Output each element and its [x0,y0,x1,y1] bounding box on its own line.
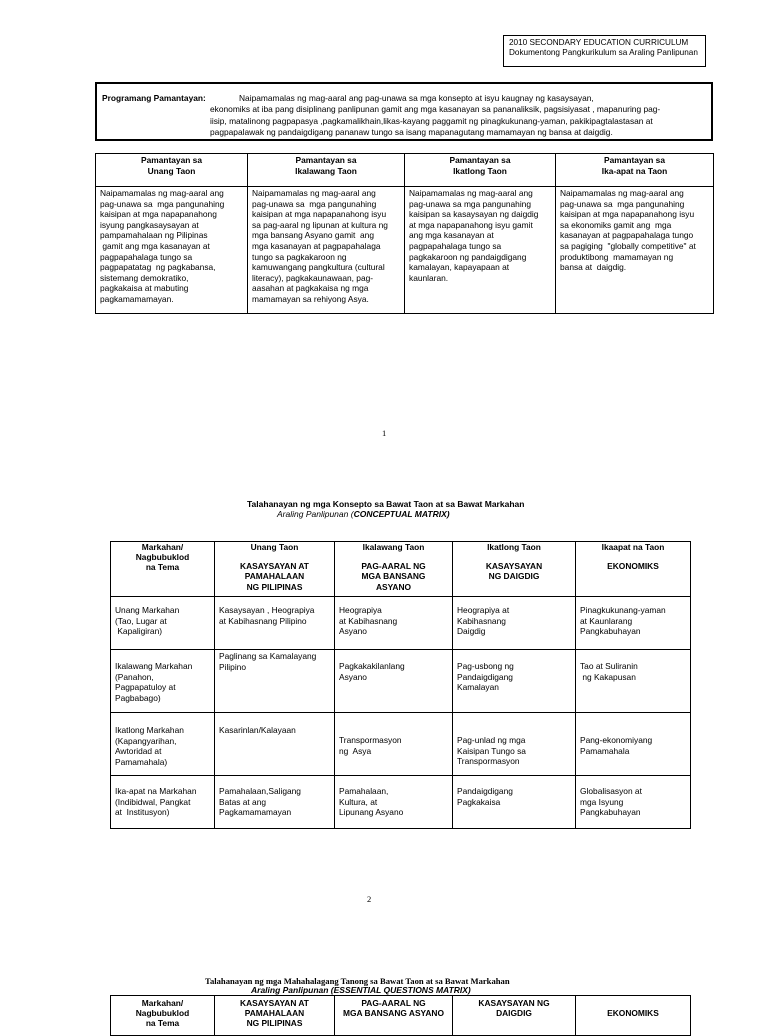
cell-line: tungo sa pagkakaroon ng [252,251,347,262]
cell-line: Pandaigdigang [457,671,513,682]
cell-line: Naipamamalas ng mag-aaral ang [409,188,533,198]
cell-line: Globalisasyon at [580,786,642,796]
conceptual-matrix-subtitle: Araling Panlipunan (CONCEPTUAL MATRIX) [277,509,450,519]
cell-line: pagpapahalaga tungo sa [409,240,502,251]
cell-line: (Panahon, [115,671,154,682]
cell-line: Pilipino [219,661,247,672]
matrix-cell [335,650,453,713]
matrix-cell [576,597,691,650]
matrix-cell [215,650,335,713]
matrix-cell [335,713,453,776]
cell-line: Transpormasyon [457,756,520,767]
cell-line: Asyano [339,626,367,637]
cell-line: Ikatlong Markahan [115,725,184,735]
cell-line: Pangkabuhayan [580,807,641,818]
matrix-cell [215,776,335,829]
standards-header: Pamantayan sa Unang Taon [96,154,248,187]
cell-line: kaisipan sa kasaysayan ng daigdig [409,209,539,220]
program-line-1: Naipamamalas ng mag-aaral ang pag-unawa sa mga konsepto at isyu kaugnay ng kasaysayan, [239,93,594,103]
standards-cell [96,187,248,314]
matrix-cell [111,776,215,829]
cell-line: Ikalawang Markahan [115,661,193,671]
cell-line: (Kapangyarihan, [115,735,177,746]
cell-line: pag-unawa sa mga pangunahing [560,198,685,209]
matrix-cell [215,713,335,776]
cell-line: at mga napapanahong isyu gamit [409,219,533,230]
cell-line: Lipunang Asyano [339,807,404,818]
cell-line: Pangkabuhayan [580,626,641,637]
cell-line: Heograpiya [339,605,382,615]
cell-line: Pagkakakilanlang [339,661,405,671]
questions-matrix-table [110,995,691,1036]
matrix-cell [453,776,576,829]
cell-line: sistemang demokratiko, [100,272,189,283]
matrix-cell [335,597,453,650]
cell-line: Ika-apat na Markahan [115,786,197,796]
cell-line: pagkakaisa at mabuting [100,283,189,294]
matrix-header-row [111,542,691,597]
cell-line: Tao at Suliranin [580,661,638,671]
questions-matrix-subtitle: Araling Panlipunan (ESSENTIAL QUESTIONS MATRIX) [251,985,471,995]
cell-line: mga Isyung [580,796,624,807]
questions-header: Markahan/ Nagbubuklod na Tema [111,996,215,1036]
matrix-header: Ikalawang Taon PAG-AARAL NG MGA BANSANG ASYANO [335,542,453,597]
standards-header: Pamantayan sa Ikalawang Taon [248,154,405,187]
matrix-header: Unang Taon KASAYSAYAN AT PAMAHALAAN NG PILIPINAS [215,542,335,597]
page-number-1: 1 [382,428,387,438]
cell-line: Kabihasnang [457,615,506,626]
cell-line: Pang-ekonomiyang [580,735,653,745]
cell-line: Naipamamalas ng mag-aaral ang [252,188,376,198]
program-line-4: pagpapalawak ng pandaigdigang pananaw tungo sa isang mapanagutang mamamayan ng bansa at daigdig. [210,127,613,138]
program-line-3: iisip, matalinong pagpapasya ,pagkamalikhain,likas-kayang paggamit ng pinagkukunang-yaman, pakikipagtalastasan at [210,115,653,126]
cell-line: Pamamahala) [115,756,168,767]
cell-line: Kapaligiran) [115,626,163,637]
cell-line: Pagpapatuloy at [115,682,176,693]
cell-line: Batas at ang [219,796,267,807]
matrix-cell [453,713,576,776]
cell-line: Unang Markahan [115,605,180,615]
cell-line: Asyano [339,671,367,682]
curriculum-header-box [503,35,706,67]
matrix-row [111,776,691,829]
cell-line: Pinagkukunang-yaman [580,605,666,615]
cell-line: at Kabihasnang [339,615,398,626]
cell-line: pagkakaroon ng pandaigdigang [409,251,527,262]
cell-line: Transpormasyon [339,735,402,745]
conceptual-matrix-table [110,541,691,829]
cell-line: Kasaysayan , Heograpiya [219,605,315,615]
cell-line: Pamamahala [580,745,630,756]
questions-header: PAG-AARAL NG MGA BANSANG ASYANO [335,996,453,1036]
cell-line: at Institusyon) [115,807,170,818]
cell-line: at Kaunlarang [580,615,633,626]
cell-line: pagpapahalaga tungo sa [100,251,193,262]
cell-line: ng Kakapusan [580,671,636,682]
cell-line: Pamahalaan,Saligang [219,786,301,796]
standards-header-row [96,154,714,187]
cell-line: Heograpiya at [457,605,510,615]
cell-line: kamuwangang pangkultura (cultural [252,262,385,273]
cell-line: Kamalayan [457,682,499,693]
questions-header-row [111,996,691,1036]
questions-header: EKONOMIKS [576,996,691,1036]
cell-line: mga bansang Asyano gamit ang [252,230,374,241]
cell-line: kamalayan, kapayapaan at [409,262,510,273]
curriculum-title: 2010 SECONDARY EDUCATION CURRICULUM [509,38,689,47]
cell-line: pag-unawa sa mga pangunahing [409,198,531,209]
questions-matrix-title: Talahanayan ng mga Mahahalagang Tanong sa Bawat Taon at sa Bawat Markahan [205,976,510,986]
matrix-row [111,650,691,713]
cell-line: aasahan at pagkakaisa ng mga [252,283,369,294]
matrix-cell [111,597,215,650]
cell-line: at Kabihasnang Pilipino [219,615,307,626]
cell-line: pagkamamamayan. [100,293,174,304]
cell-line: Kasarinlan/Kalayaan [219,725,296,735]
cell-line: (Tao, Lugar at [115,615,167,626]
questions-header: KASAYSAYAN NG DAIGDIG [453,996,576,1036]
cell-line: Pagbabago) [115,692,161,703]
cell-line: Kaisipan Tungo sa [457,745,526,756]
matrix-header: Markahan/ Nagbubuklod na Tema [111,542,215,597]
cell-line: Awtoridad at [115,746,162,757]
matrix-cell [111,713,215,776]
matrix-cell [335,776,453,829]
standards-header: Pamantayan sa Ikatlong Taon [405,154,556,187]
cell-line: Pandaigdigang [457,786,513,796]
standards-header: Pamantayan sa Ika-apat na Taon [556,154,714,187]
cell-line: mga kasanayan at pagpapahalaga [252,240,381,251]
cell-line: Pag-unlad ng mga [457,735,526,745]
cell-line: Pagkakaisa [457,796,501,807]
cell-line: Pag-usbong ng [457,661,514,671]
cell-line: ang mga kasanayan at [409,230,494,241]
cell-line: literacy), pagkakaunawaan, pag- [252,272,374,283]
standards-cell [556,187,714,314]
cell-line: Naipamamalas ng mag-aaral ang [100,188,224,198]
cell-line: pag-unawa sa mga pangunahing [100,198,225,209]
matrix-header: Ikaapat na Taon EKONOMIKS [576,542,691,597]
cell-line: gamit ang mga kasanayan at [100,240,210,251]
standards-table [95,153,714,314]
program-line-2: ekonomiks at iba pang disiplinang panlipunan gamit ang mga kasanayan sa pananaliksik, pagsisiyasat , mapanuring pag- [210,104,661,115]
cell-line: sa pagiging "globally competitive" at [560,240,696,251]
matrix-cell [215,597,335,650]
program-standard-box [95,82,713,141]
cell-line: pagpapatatag ng pagkabansa, [100,262,216,273]
cell-line: Naipamamalas ng mag-aaral ang [560,188,684,198]
matrix-header: Ikatlong Taon KASAYSAYAN NG DAIGDIG [453,542,576,597]
cell-line: mamamayan sa rehiyong Asya. [252,293,369,304]
matrix-cell [576,713,691,776]
cell-line: ng Asya [339,745,372,756]
cell-line: produktibong mamamayan ng [560,251,674,262]
cell-line: bansa at daigdig. [560,262,627,273]
standards-body-row [96,187,714,314]
cell-line: pag-unawa sa mga pangunahing [252,198,377,209]
cell-line: kaisipan at mga napapanahong isyu [252,209,387,220]
questions-header: KASAYSAYAN AT PAMAHALAAN NG PILIPINAS [215,996,335,1036]
matrix-cell [453,597,576,650]
cell-line: pampamahalaan ng Pilipinas [100,230,208,241]
document-title: Dokumentong Pangkurikulum sa Araling Panlipunan [509,48,698,57]
cell-line: kaisipan at mga napapanahong isyu [560,209,695,220]
cell-line: Pamahalaan, [339,786,389,796]
cell-line: (Indibidwal, Pangkat [115,796,191,807]
matrix-row [111,713,691,776]
cell-line: sa ekonomiks gamit ang mga [560,219,672,230]
cell-line: sa pag-aaral ng lipunan at kultura ng [252,219,388,230]
cell-line: kaisipan at mga napapanahong [100,209,217,220]
page-number-2: 2 [367,894,372,904]
cell-line: kasanayan at pagpapahalaga tungo [560,230,694,241]
matrix-cell [576,776,691,829]
cell-line: Pagkamamamayan [219,807,292,818]
cell-line: Paglinang sa Kamalayang [219,651,317,661]
conceptual-matrix-title: Talahanayan ng mga Konsepto sa Bawat Taon at sa Bawat Markahan [247,499,525,509]
cell-line: isyung pangkasaysayan at [100,219,199,230]
matrix-cell [453,650,576,713]
cell-line: kaunlaran. [409,272,449,283]
cell-line: Kultura, at [339,796,378,807]
standards-cell [248,187,405,314]
standards-cell [405,187,556,314]
matrix-row [111,597,691,650]
matrix-cell [111,650,215,713]
program-label: Programang Pamantayan: [102,93,206,103]
cell-line: Daigdig [457,626,486,637]
matrix-cell [576,650,691,713]
